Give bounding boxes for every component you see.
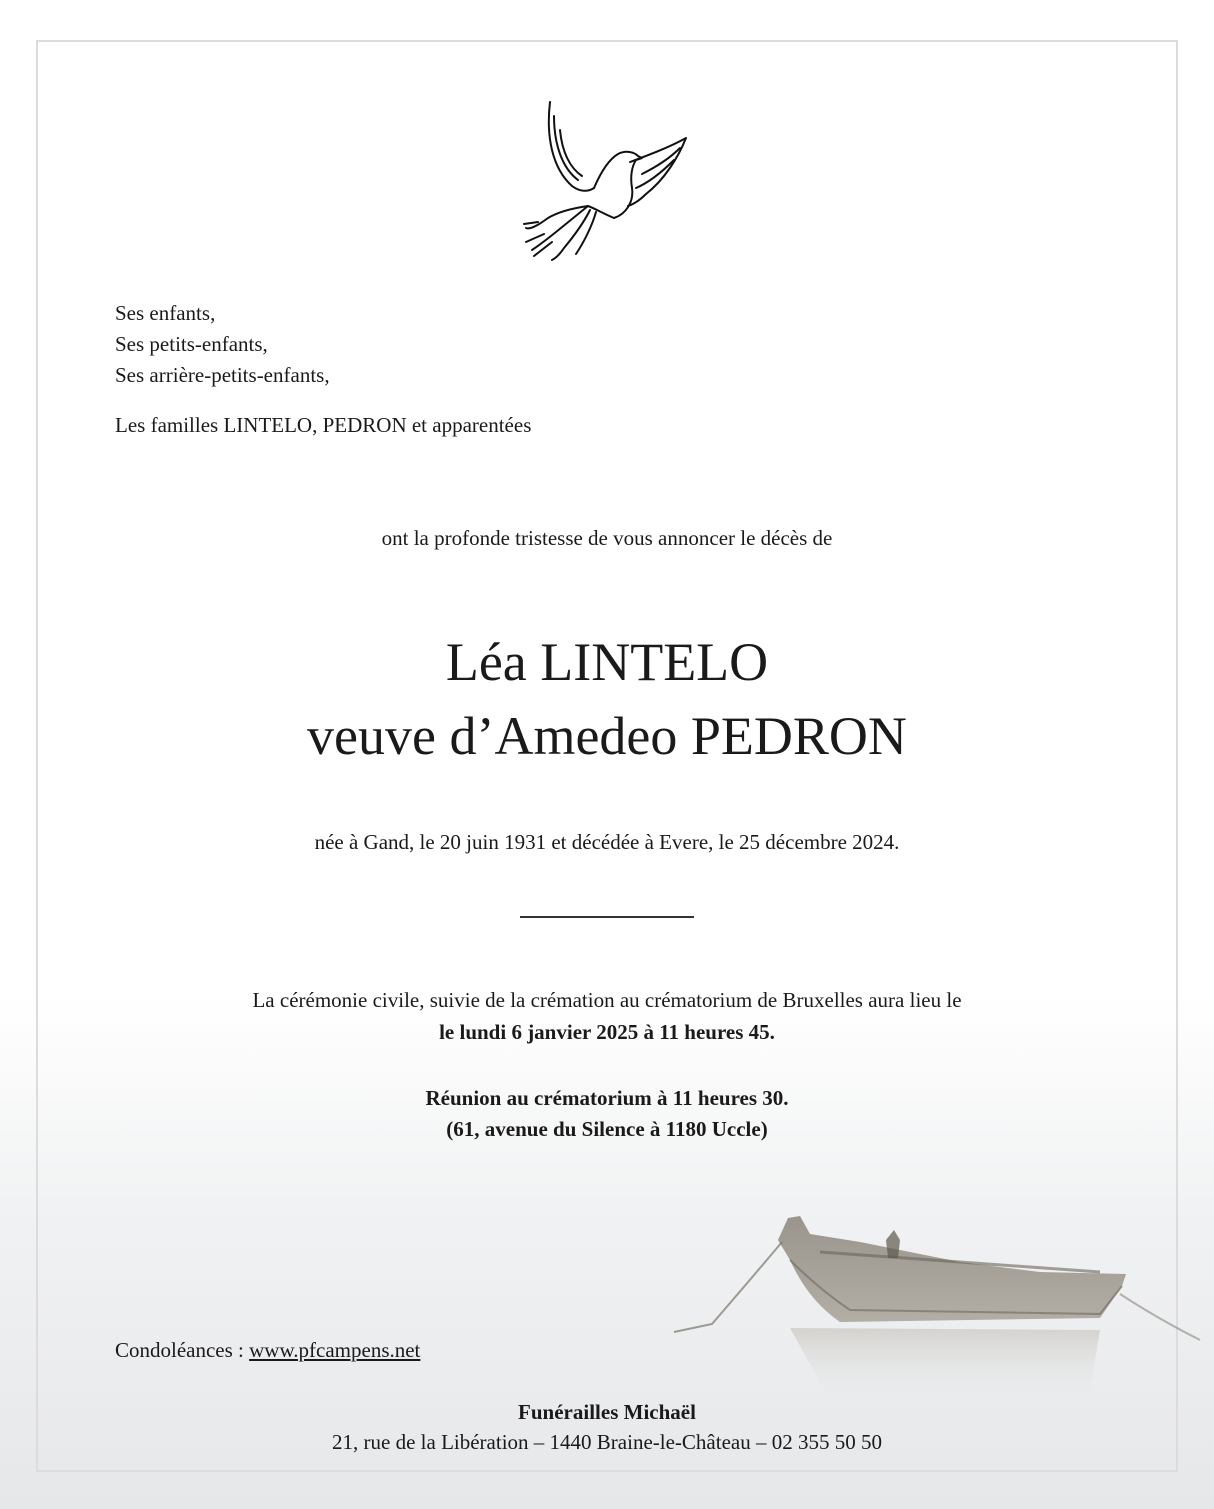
condolences-label: Condoléances : [115,1338,250,1362]
condolences-link[interactable]: www.pfcampens.net [249,1338,421,1362]
meeting-address: (61, avenue du Silence à 1180 Uccle) [446,1117,768,1141]
families-line: Les familles LINTELO, PEDRON et apparentées [115,413,532,437]
funeral-home-address: 21, rue de la Libération – 1440 Braine-le-Château – 02 355 50 50 [332,1430,882,1454]
ceremony-date: le lundi 6 janvier 2025 à 11 heures 45. [439,1020,775,1044]
dove-icon [518,96,694,264]
meeting-time: Réunion au crématorium à 11 heures 30. [425,1086,789,1110]
family-line-children: Ses enfants, [115,301,216,325]
funeral-home-name: Funérailles Michaël [518,1400,696,1424]
deceased-name: Léa LINTELO [445,632,769,692]
family-list [115,298,330,391]
family-line-grandchildren: Ses petits-enfants, [115,332,268,356]
ceremony-text: La cérémonie civile, suivie de la crémation au crématorium de Bruxelles aura lieu le [252,988,962,1012]
family-line-great-grandchildren: Ses arrière-petits-enfants, [115,363,330,387]
birth-death-dates: née à Gand, le 20 juin 1931 et décédée à Evere, le 25 décembre 2024. [314,830,900,854]
separator-line [520,916,694,918]
condolences-line [115,1338,420,1363]
deceased-widow-of: veuve d’Amedeo PEDRON [307,706,907,766]
announcement-text: ont la profonde tristesse de vous annoncer le décès de [381,526,833,550]
